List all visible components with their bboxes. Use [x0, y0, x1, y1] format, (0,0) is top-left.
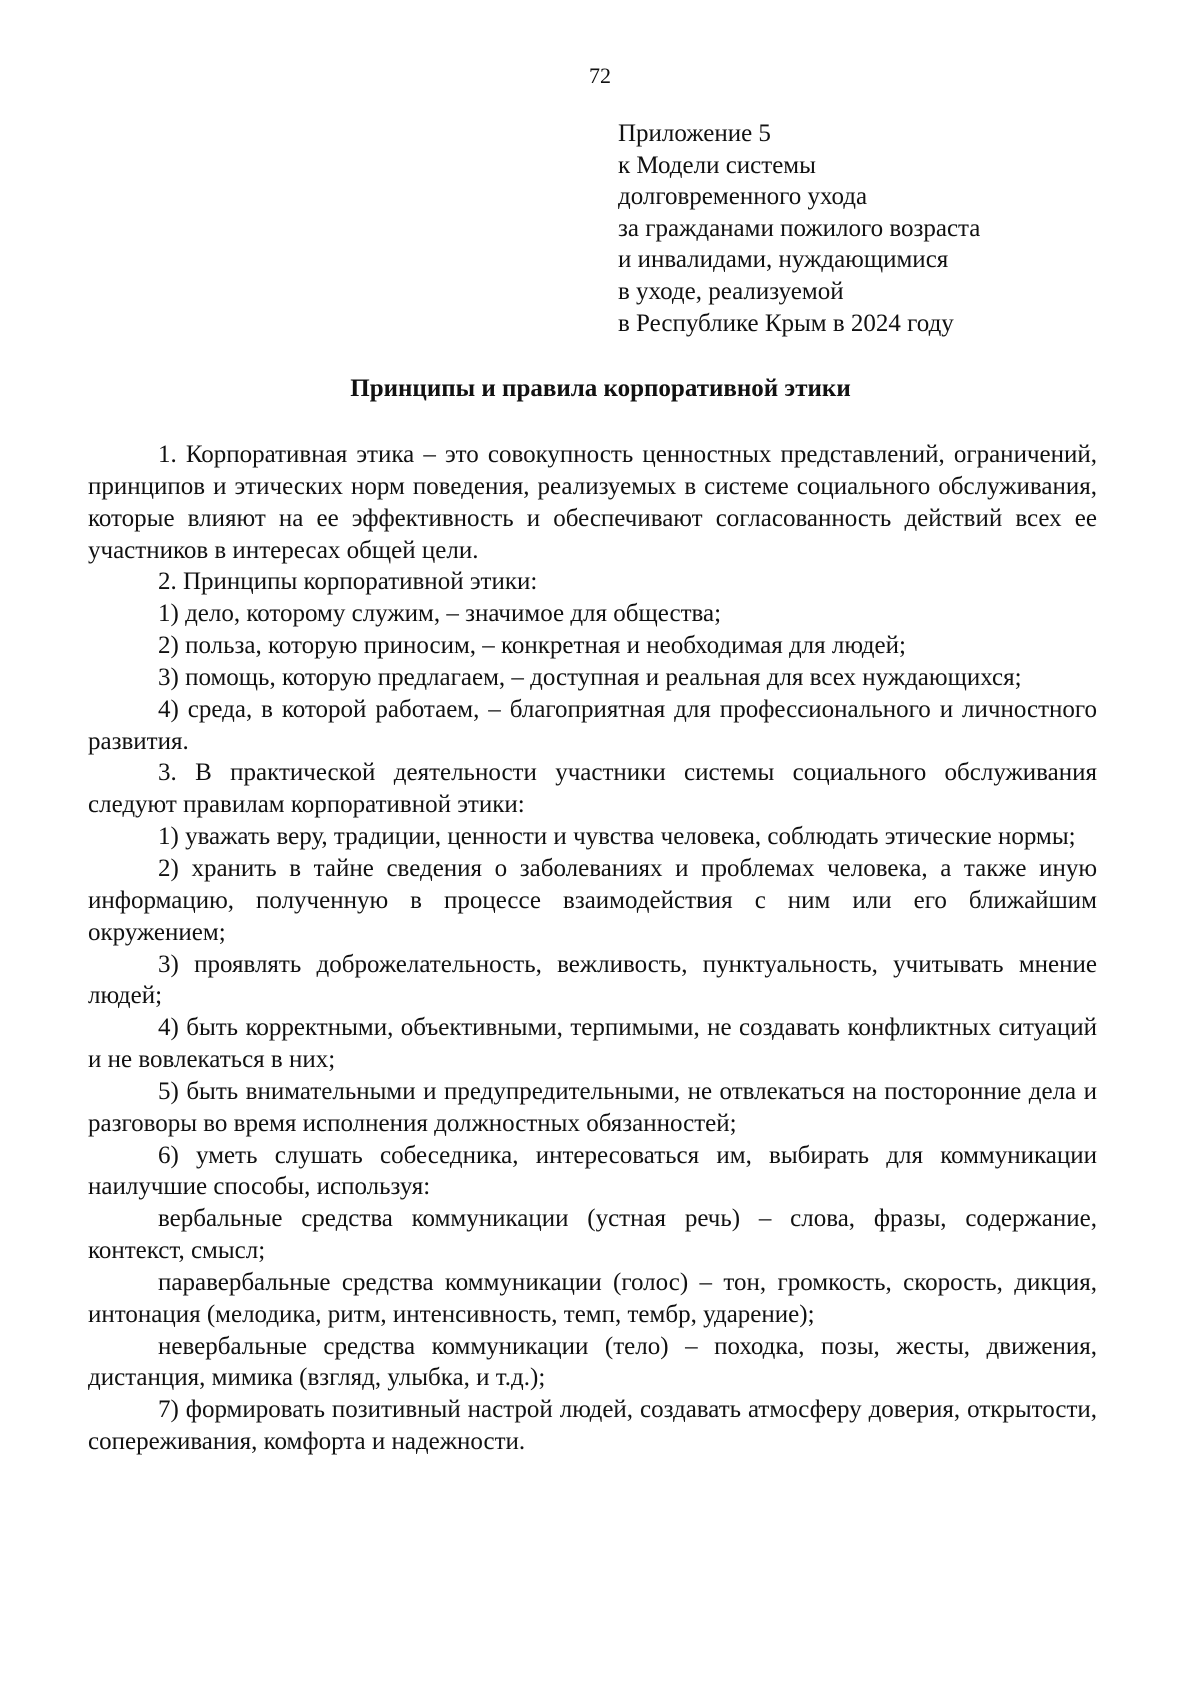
- paragraph: 4) среда, в которой работаем, – благоприятная для профессионального и личностного развития.: [88, 695, 1097, 755]
- paragraph: невербальные средства коммуникации (тело) – походка, позы, жесты, движения, дистанция, мимика (взгляд, улыбка, и т.д.);: [88, 1332, 1097, 1392]
- appendix-line: Приложение 5: [618, 120, 771, 147]
- appendix-line: долговременного ухода: [618, 183, 868, 211]
- paragraph: 3. В практической деятельности участники системы социального обслуживания следуют правилам корпоративной этики:: [88, 759, 1097, 819]
- paragraph: 2) хранить в тайне сведения о заболеваниях и проблемах человека, а также иную информацию, полученную в процессе взаимодействия с ним или его ближайшим окружением;: [88, 854, 1097, 946]
- appendix-line: в Республике Крым в 2024 году: [618, 309, 954, 337]
- paragraph: 6) уметь слушать собеседника, интересоваться им, выбирать для коммуникации наилучшие способы, используя:: [88, 1141, 1097, 1201]
- paragraph: 2. Принципы корпоративной этики:: [158, 568, 538, 596]
- paragraph: 3) проявлять доброжелательность, вежливость, пунктуальность, учитывать мнение людей;: [88, 950, 1097, 1010]
- paragraph: 2) польза, которую приносим, – конкретная и необходимая для людей;: [158, 632, 906, 660]
- paragraph: 5) быть внимательными и предупредительными, не отвлекаться на посторонние дела и разговоры во время исполнения должностных обязанностей;: [88, 1077, 1097, 1137]
- paragraph: 1. Корпоративная этика – это совокупность ценностных представлений, ограничений, принципов и этических норм поведения, реализуемых в системе социального обслуживания, которые влияют на ее эффективность и обеспечивают согласованность действий всех ее участников в интересах общей цели.: [88, 441, 1097, 564]
- paragraph: 1) дело, которому служим, – значимое для общества;: [158, 600, 722, 628]
- appendix-line: к Модели системы: [618, 151, 816, 179]
- appendix-heading: [618, 118, 980, 339]
- appendix-line: за гражданами пожилого возраста: [618, 214, 981, 242]
- paragraph: 4) быть корректными, объективными, терпимыми, не создавать конфликтных ситуаций и не вовлекаться в них;: [88, 1014, 1097, 1074]
- paragraph: 7) формировать позитивный настрой людей, создавать атмосферу доверия, открытости, сопереживания, комфорта и надежности.: [88, 1396, 1097, 1456]
- appendix-line: в уходе, реализуемой: [618, 277, 844, 305]
- document-body: [88, 439, 1097, 1458]
- document-title: Принципы и правила корпоративной этики: [350, 375, 851, 402]
- paragraph: вербальные средства коммуникации (устная речь) – слова, фразы, содержание, контекст, смысл;: [88, 1205, 1097, 1265]
- appendix-line: и инвалидами, нуждающимися: [618, 246, 949, 274]
- paragraph: 3) помощь, которую предлагаем, – доступная и реальная для всех нуждающихся;: [158, 663, 1022, 691]
- paragraph: 1) уважать веру, традиции, ценности и чувства человека, соблюдать этические нормы;: [158, 823, 1076, 851]
- page-number: 72: [589, 63, 611, 88]
- paragraph: паравербальные средства коммуникации (голос) – тон, громкость, скорость, дикция, интонация (мелодика, ритм, интенсивность, темп, тембр, ударение);: [88, 1268, 1097, 1328]
